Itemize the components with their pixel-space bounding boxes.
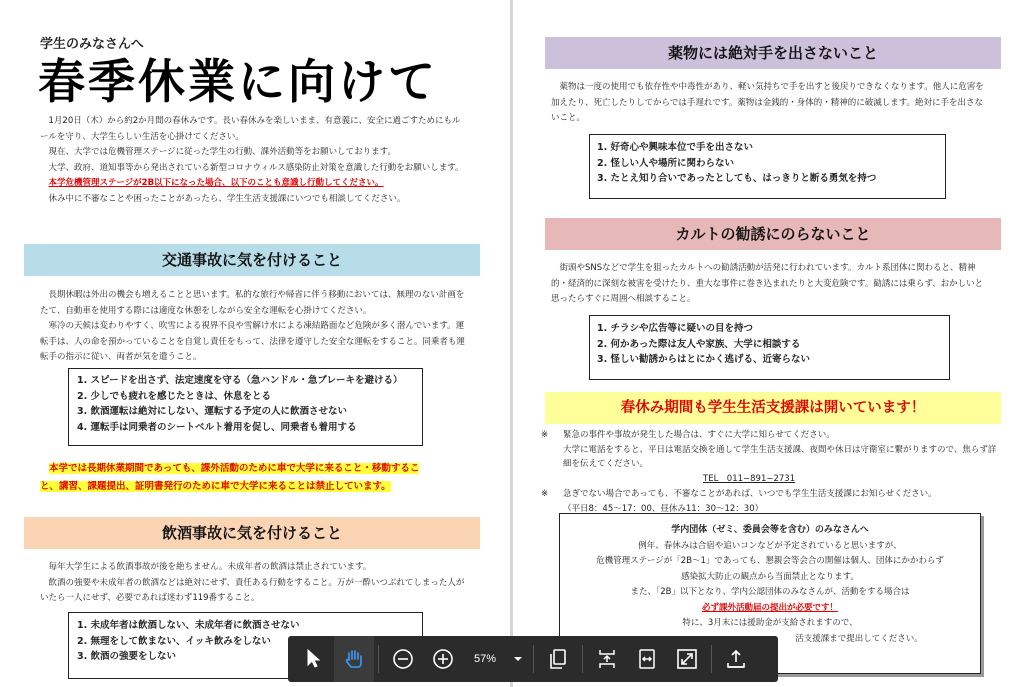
drinking-text — [40, 560, 466, 607]
zoom-in-button[interactable] — [423, 636, 463, 682]
zoom-dropdown-button[interactable] — [507, 636, 529, 682]
car-ban-line: と、講習、課題提出、証明書発行のために車で大学に来ることは禁止しています。 — [40, 481, 391, 492]
select-tool-button[interactable] — [294, 636, 334, 682]
drugs-rules-box — [589, 134, 946, 199]
intro-paragraph: 1月20日（木）から約2か月間の春休みです。長い春休みを楽しいまま、有意義に、安全に過ごすためにもルールを守り、大学生らしい生活を心掛けてください。 — [40, 116, 461, 142]
zoom-in-icon — [432, 648, 454, 670]
groups-line: 活支援課まで提出してください。 — [795, 633, 923, 644]
viewer-toolbar — [288, 636, 778, 682]
fit-page-icon — [596, 648, 618, 670]
drugs-heading: 薬物には絶対手を出さないこと — [545, 37, 1001, 69]
cult-text — [551, 261, 991, 308]
rule-item: 2. 怪しい人や場所に関わらない — [597, 157, 735, 169]
rule-item: 3. たとえ知り合いであったとしても、はっきりと断る勇気を持つ — [597, 173, 877, 184]
support-note: 急ぎでない場合であっても、不審なことがあれば、いつでも学生生活支援課にお知らせください。 — [563, 488, 937, 499]
drinking-paragraph: 毎年大学生による飲酒事故が後を絶ちません。未成年者の飲酒は禁止されています。 — [48, 562, 372, 572]
dropdown-arrow-icon — [513, 656, 523, 662]
car-ban-line: 本学では長期休業期間であっても、課外活動のために車で大学に来ること・移動するこ — [49, 463, 420, 474]
rule-item: 2. 何かあった際は友人や家族、大学に相談する — [597, 338, 801, 350]
zoom-out-icon — [392, 648, 414, 670]
note-mark: ※ — [541, 430, 549, 440]
note-mark: ※ — [541, 488, 549, 499]
drinking-heading: 飲酒事故に気を付けること — [24, 517, 480, 549]
groups-title: 学内団体（ゼミ、委員会等を含む）のみなさんへ — [671, 525, 869, 535]
share-icon — [725, 648, 747, 670]
drinking-paragraph: 飲酒の強要や未成年者の飲酒などは絶対にせず、責任ある行動をすること。万が一酔いつぶれてしまった人がいたら一人にせず、必要であれば迷わず119番すること。 — [40, 577, 465, 603]
rule-item: 3. 飲酒運転は絶対にしない、運転する予定の人に飲酒させない — [77, 406, 348, 417]
support-heading: 春休み期間も学生生活支援課は開いています！ — [545, 392, 1001, 424]
groups-line: 特に、3月末には援助金が支給されますので、 — [682, 618, 858, 628]
document-page-left — [0, 0, 510, 687]
rule-item: 1. スピードを出さず、法定速度を守る（急ハンドル・急ブレーキを避ける） — [77, 375, 403, 386]
rule-item: 2. 少しでも疲れを感じたときは、休息をとる — [77, 390, 272, 402]
groups-line: 例年、春休みは合宿や追いコンなどが予定されていると思いますが、 — [638, 540, 902, 551]
hand-icon — [343, 648, 365, 670]
rule-item: 3. 飲酒の強要をしない — [77, 651, 177, 662]
zoom-level[interactable]: 57% — [473, 653, 497, 665]
cult-rules-box — [589, 315, 950, 380]
support-hours: （平日8：45〜17：00、昼休み11：30〜12：30） — [563, 503, 764, 514]
groups-line: また、「2B」以下となり、学内公認団体のみなさんが、活動をする場合は — [630, 587, 910, 597]
groups-line: 感染拡大防止の観点から当面禁止となります。 — [681, 571, 859, 582]
fit-width-icon — [636, 648, 658, 670]
toolbar-divider — [582, 645, 583, 673]
fullscreen-icon — [676, 648, 698, 670]
groups-line: 危機管理ステージが「2B〜1」であっても、懇親会等会合の開催は個人、団体にかかわらず — [596, 556, 944, 566]
traffic-rules-box — [68, 368, 423, 446]
traffic-paragraph: 寒冷の天候は変わりやすく、吹雪による視界不良や雪解け水による凍結路面など危険が多く潜んでいます。運転手は、人の命を預かっていることを自覚し責任をもって、法律を遵守した安全な運転をすること。同乗者も運転手の指示に従い、両者が気を遣うこと。 — [40, 321, 465, 362]
toolbar-divider — [711, 645, 712, 673]
groups-required-notice: 必ず課外活動届の提出が必要です！ — [701, 602, 838, 613]
toolbar-divider — [378, 645, 379, 673]
cult-paragraph: 街頭やSNSなどで学生を狙ったカルトへの勧誘活動が活発に行われています。カルト系団体に関わると、精神的・経済的に深刻な被害を受けたり、重大な事件に巻き込まれたりと大変危険です。勧誘には乗らず、おかしいと思ったらすぐに周囲へ相談すること。 — [551, 263, 984, 304]
stage-alert: 本学危機管理ステージが2B以下になった場合、以下のことも意識し行動してください。 — [48, 178, 384, 188]
copy-pages-icon — [548, 648, 568, 670]
car-ban-notice — [40, 460, 480, 496]
traffic-heading: 交通事故に気を付けること — [24, 244, 480, 276]
rule-item: 4. 運転手は同乗者のシートベルト着用を促し、同乗者も着用する — [77, 421, 357, 433]
traffic-text — [40, 288, 466, 366]
support-phone: TEL 011−891−2731 — [703, 474, 796, 485]
rule-item: 1. チラシや広告等に疑いの目を持つ — [597, 323, 754, 334]
hand-tool-button[interactable] — [334, 636, 374, 682]
support-note: 緊急の事件や事故が発生した場合は、すぐに大学に知らせてください。 — [563, 430, 835, 440]
cult-heading: カルトの勧誘にのらないこと — [545, 218, 1001, 250]
rule-item: 2. 無理をして飲まない、イッキ飲みをしない — [77, 635, 271, 647]
intro-paragraph: 大学、政府、道知事等から発出されている新型コロナウィルス感染防止対策を意識した行動をお願いします。 — [48, 162, 464, 173]
fullscreen-button[interactable] — [667, 636, 707, 682]
fit-page-button[interactable] — [587, 636, 627, 682]
zoom-out-button[interactable] — [383, 636, 423, 682]
cursor-icon — [306, 649, 322, 669]
intro-paragraph: 現在、大学では危機管理ステージに従った学生の行動、課外活動等をお願いしております。 — [48, 147, 396, 157]
rule-item: 1. 未成年者は飲酒しない、未成年者に飲酒させない — [77, 620, 300, 631]
subtitle: 学生のみなさんへ — [40, 37, 144, 52]
intro-block — [40, 114, 465, 207]
intro-paragraph: 休み中に不審なことや困ったことがあったら、学生生活支援課にいつでも相談してください。 — [48, 193, 406, 204]
document-page-right — [513, 0, 1024, 687]
page-mode-button[interactable] — [538, 636, 578, 682]
toolbar-divider — [533, 645, 534, 673]
drugs-paragraph: 薬物は一度の使用でも依存性や中毒性があり、軽い気持ちで手を出すと後戻りできなくなります。他人に危害を加えたり、死亡したりしてからでは手遅れです。薬物は金銭的・身体的・精神的に破滅します。絶対に手を出さないこと。 — [551, 82, 984, 123]
share-button[interactable] — [716, 636, 756, 682]
traffic-paragraph: 長期休暇は外出の機会も増えることと思います。私的な旅行や帰省に伴う移動においては、無理のない計画をたて、自動車を使用する際には適度な休憩をしながら安全な運転を心掛けてください。 — [40, 290, 465, 316]
drugs-text — [551, 80, 991, 127]
support-notes — [541, 428, 1001, 516]
page-title: 春季休業に向けて — [38, 55, 438, 110]
rule-item: 3. 怪しい勧誘からはとにかく逃げる、近寄らない — [597, 354, 811, 365]
rule-item: 1. 好奇心や興味本位で手を出さない — [597, 142, 754, 153]
support-note: 大学に電話をすると、平日は電話交換を通して学生生活支援課、夜間や休日は守衛室に繋がりますので、焦らず詳細を伝えてください。 — [563, 444, 997, 470]
fit-width-button[interactable] — [627, 636, 667, 682]
